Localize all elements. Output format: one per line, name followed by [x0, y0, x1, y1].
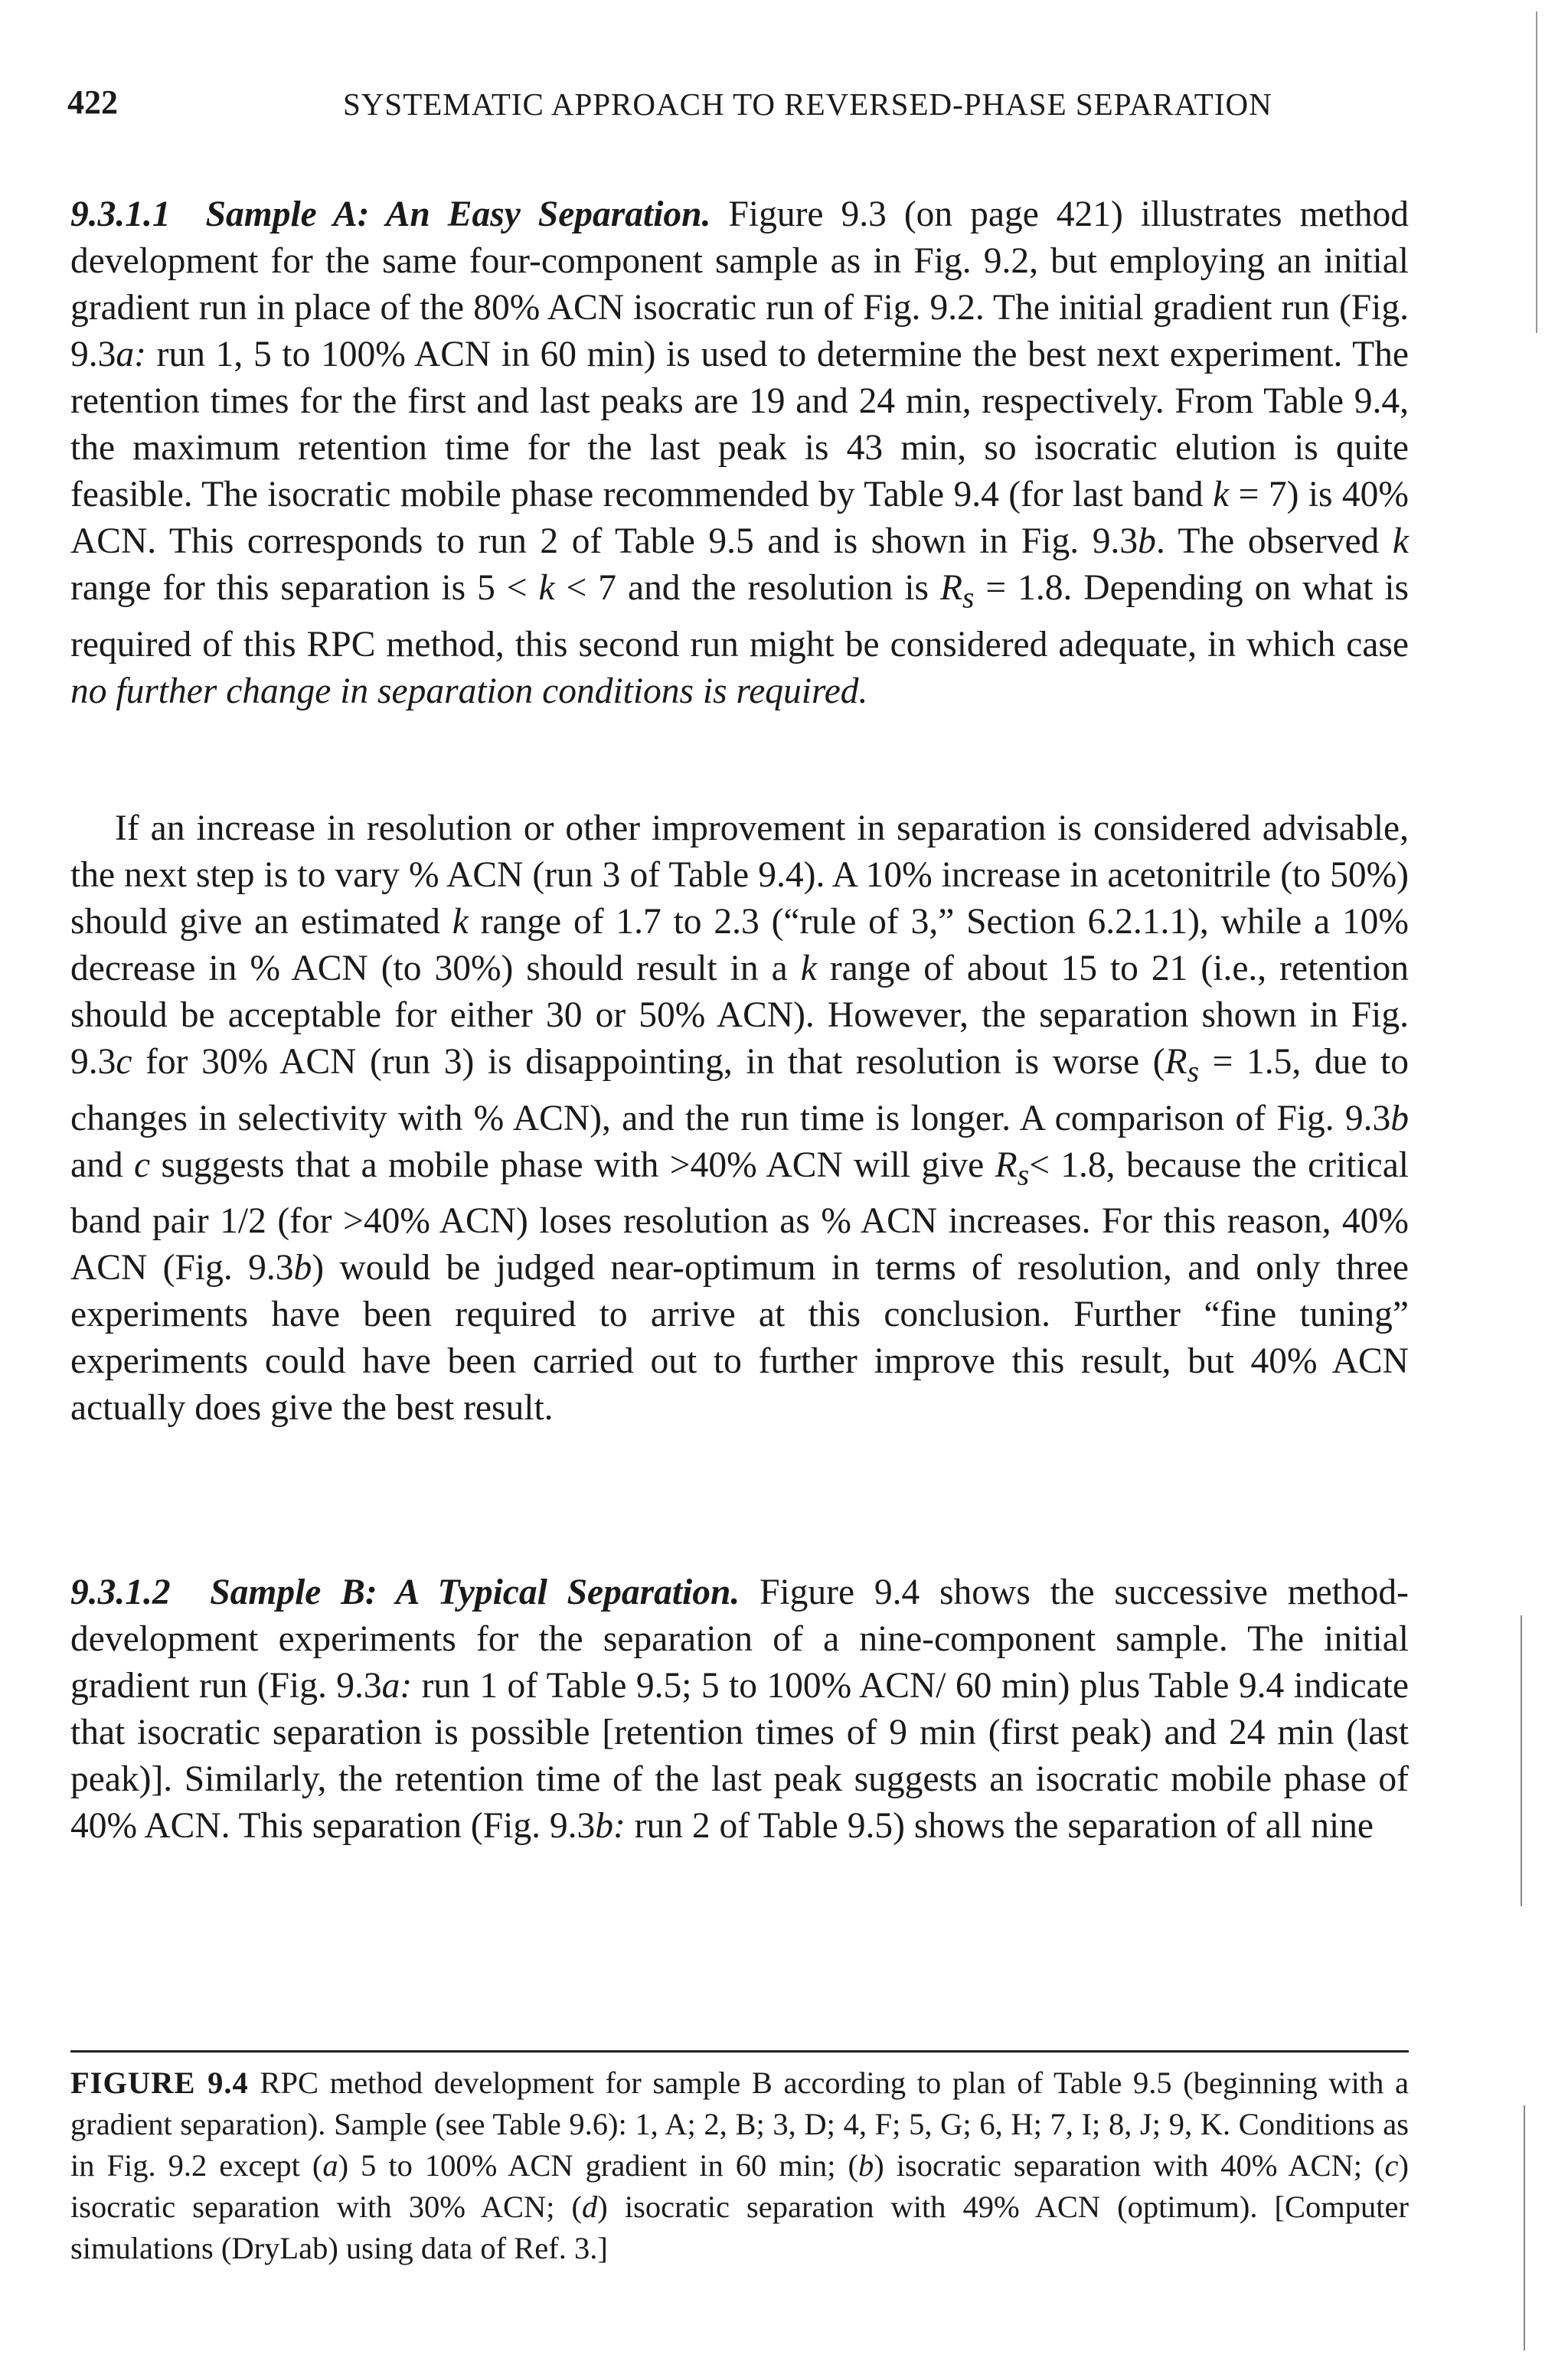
- text-run: suggests that a mobile phase with >40% ACN will give: [150, 1145, 995, 1185]
- scan-edge-line: [1521, 1615, 1522, 1906]
- text-run: c: [116, 1042, 132, 1082]
- text-run: k: [800, 949, 817, 988]
- text-run: k: [538, 568, 555, 608]
- text-run: range of about 15 to 21 (i.e., retention should be acceptable for either 30 or 50% ACN). However, the separation shown in Fig. 9.3: [70, 949, 1409, 1082]
- text-run: R: [939, 568, 962, 608]
- text-run: b:: [595, 1806, 626, 1846]
- text-run: range for this separation is 5 <: [70, 568, 539, 608]
- text-run: run 1 of Table 9.5; 5 to 100% ACN/ 60 min) plus Table 9.4 indicate that isocratic separation is possible [retention times of 9 min (first peak) and 24 min (last peak)]. Similarly, the retention time of the last peak suggests an isocratic mobile phase of 40% ACN. This separation (Fig. 9.3: [70, 1666, 1409, 1846]
- text-run: = 7) is 40% ACN. This corresponds to run 2 of Table 9.5 and is shown in Fig. 9.3: [70, 475, 1410, 561]
- text-run: range of 1.7 to 2.3 (“rule of 3,” Section 6.2.1.1), while a 10% decrease in % ACN (to 30%) should result in a: [70, 902, 1409, 988]
- text-run: ) isocratic separation with 49% ACN (optimum). [Computer simulations (DryLab) using data of Ref. 3.]: [70, 2190, 1409, 2265]
- text-run: run 2 of Table 9.5) shows the separation of all nine: [625, 1806, 1374, 1846]
- page-header: [67, 77, 1423, 130]
- text-run: . The observed: [1155, 521, 1393, 561]
- figure-caption: [70, 2062, 1409, 2269]
- text-run: s: [962, 580, 975, 615]
- text-run: a:: [381, 1666, 413, 1706]
- text-run: a:: [116, 335, 146, 374]
- text-run: If an increase in resolution or other improvement in separation is considered advisable, the next step is to vary % ACN (run 3 of Table 9.4). A 10% increase in acetonitrile (to 50%) should give an estimated: [70, 808, 1409, 942]
- figure-caption-rule: [70, 2050, 1409, 2053]
- text-run: k: [452, 902, 469, 942]
- text-run: and: [70, 1145, 134, 1185]
- scan-edge-line: [1536, 11, 1537, 333]
- section-b-paragraph-1: [70, 1569, 1409, 1850]
- section-a-paragraph-2: [70, 805, 1409, 1432]
- figure-caption-text: [70, 2062, 1409, 2269]
- text-run: < 7 and the resolution is: [554, 568, 940, 608]
- text-run: = 1.5, due to changes in selectivity with % ACN), and the run time is longer. A comparison of Fig. 9.3: [70, 1042, 1409, 1138]
- text-run: c: [1384, 2148, 1399, 2183]
- section-a-paragraph-1: [70, 191, 1409, 715]
- section-b: [70, 1569, 1409, 1850]
- text-run: k: [1213, 475, 1230, 514]
- text-run: for 30% ACN (run 3) is disappointing, in that resolution is worse (: [132, 1042, 1165, 1082]
- text-run: Figure 9.4 shows the successive method-development experiments for the separation of a nine-component sample. The initial gradient run (Fig. 9.3: [70, 1573, 1409, 1706]
- text-run: RPC method development for sample B according to plan of Table 9.5 (beginning with a gradient separation). Sample (see Table 9.6): 1, A; 2, B; 3, D; 4, F; 5, G; 6, H; 7, I; 8, J; 9, K. Conditions as in Fig. 9.2 except (: [70, 2066, 1409, 2183]
- section-a-number: 9.3.1.1: [70, 194, 171, 234]
- section-a-title: Sample A: An Easy Separation.: [205, 194, 711, 234]
- text-run: b: [858, 2148, 874, 2183]
- page-number: 422: [67, 83, 118, 121]
- text-run: b: [1390, 1098, 1409, 1138]
- text-run: ) 5 to 100% ACN gradient in 60 min; (: [338, 2148, 858, 2183]
- text-run: s: [1017, 1158, 1030, 1191]
- text-run: R: [1165, 1042, 1187, 1082]
- figure-label: FIGURE 9.4: [70, 2066, 249, 2100]
- text-run: run 1, 5 to 100% ACN in 60 min) is used to determine the best next experiment. The retention times for the first and last peaks are 19 and 24 min, respectively. From Table 9.4, the maximum retention time for the last peak is 43 min, so isocratic elution is quite feasible. The isocratic mobile phase recommended by Table 9.4 (for last band: [70, 335, 1409, 514]
- text-run: c: [134, 1145, 151, 1185]
- section-a: [70, 191, 1409, 715]
- text-run: b: [293, 1248, 312, 1288]
- text-run: no further change in separation conditions is required.: [70, 671, 868, 711]
- running-head: SYSTEMATIC APPROACH TO REVERSED-PHASE SEPARATION: [343, 87, 1272, 122]
- text-run: Figure 9.3 (on page 421) illustrates method development for the same four-component sample as in Fig. 9.2, but employing an initial gradient run in place of the 80% ACN isocratic run of Fig. 9.2. The initial gradient run (Fig. 9.3: [70, 194, 1410, 374]
- text-run: k: [1392, 521, 1409, 561]
- text-run: = 1.8. Depending on what is required of this RPC method, this second run might be considered adequate, in which case: [70, 568, 1410, 665]
- text-run: ) isocratic separation with 40% ACN; (: [874, 2148, 1385, 2183]
- text-run: R: [995, 1145, 1018, 1185]
- section-a-continued: [70, 805, 1409, 1432]
- section-b-title: Sample B: A Typical Separation.: [210, 1573, 740, 1612]
- text-run: < 1.8, because the critical band pair 1/2 (for >40% ACN) loses resolution as % ACN increases. For this reason, 40% ACN (Fig. 9.3: [70, 1145, 1409, 1288]
- text-run: d: [582, 2190, 598, 2224]
- text-run: ) would be judged near-optimum in terms of resolution, and only three experiments have been required to arrive at this conclusion. Further “fine tuning” experiments could have been carried out to further improve this result, but 40% ACN actually does give the best result.: [70, 1248, 1409, 1428]
- text-run: s: [1187, 1054, 1199, 1089]
- text-run: ) isocratic separation with 30% ACN; (: [70, 2148, 1409, 2224]
- section-b-number: 9.3.1.2: [70, 1573, 171, 1612]
- scan-edge-line: [1524, 2105, 1525, 2350]
- text-run: a: [322, 2148, 338, 2183]
- text-run: b: [1138, 521, 1156, 561]
